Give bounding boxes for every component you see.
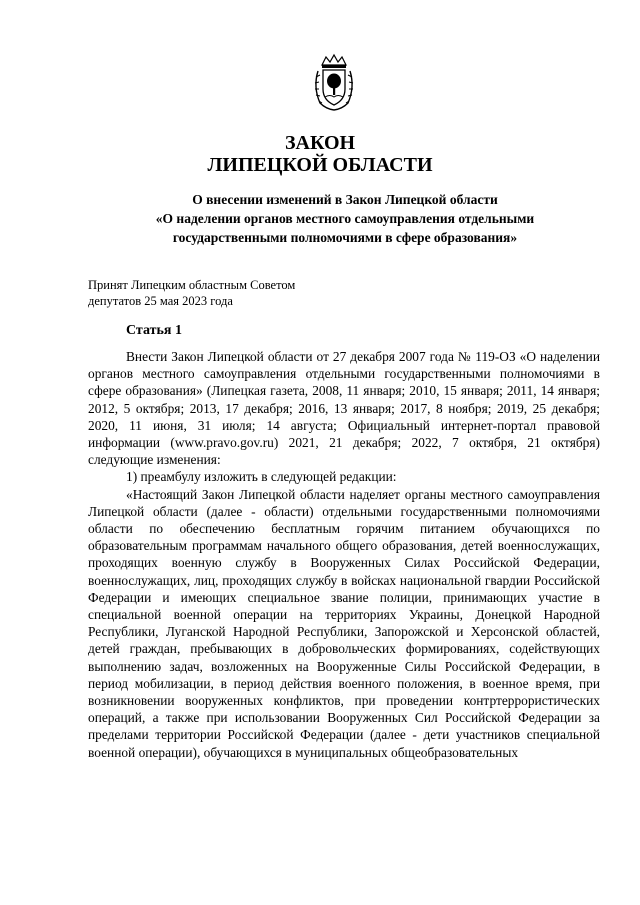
adoption-note-line: депутатов 25 мая 2023 года bbox=[88, 294, 233, 308]
subtitle-line: О внесении изменений в Закон Липецкой области bbox=[192, 192, 498, 207]
article-heading: Статья 1 bbox=[126, 323, 182, 338]
document-subtitle bbox=[80, 190, 610, 247]
coat-of-arms-icon bbox=[312, 53, 356, 111]
subtitle-line: «О наделении органов местного самоуправления отдельными bbox=[155, 211, 535, 226]
paragraph: 1) преамбулу изложить в следующей редакции: bbox=[126, 469, 397, 485]
paragraph: Внести Закон Липецкой области от 27 декабря 2007 года № 119-ОЗ «О наделении органов местного самоуправления отдельными государственными полномочиями в сфере образования» (Липецкая газета, 2008, 11 января; 2010, 15 января; 2011, 14 января; 2012, 5 октября; 2013, 17 декабря; 2016, 13 января; 2017, 8 ноября; 2019, 25 декабря; 2020, 11 июня, 31 июля; 14 августа; Официальный интернет-портал правовой информации (www.pravo.gov.ru) 2021, 21 декабря; 2022, 7 октября, 21 октября) следующие изменения: bbox=[88, 349, 600, 468]
document-title-line1: ЗАКОН bbox=[284, 132, 356, 154]
adoption-note-line: Принят Липецким областным Советом bbox=[88, 278, 296, 292]
paragraph: «Настоящий Закон Липецкой области наделяет органы местного самоуправления Липецкой области (далее - области) отдельными государственными полномочиями области по обеспечению бесплатным горячим питанием обучающихся по образовательным программам начального общего образования, детей военнослужащих, проходящих военную службу в Вооруженных Силах Российской Федерации, военнослужащих, лиц, проходящих службу в войсках национальной гвардии Российской Федерации и имеющих специальное звание полиции, принимающих участие в специальной военной операции на территориях Украины, Донецкой Народной Республики, Луганской Народной Республики, Запорожской и Херсонской областей, детей граждан, пребывающих в добровольческих формированиях, содействующих выполнению задач, возложенных на Вооруженные Силы Российской Федерации, в период мобилизации, в период действия военного положения, в военное время, при возникновении вооруженных конфликтов, при проведении контртеррористических операций, а также при использовании Вооруженных Сил Российской Федерации за пределами территории Российской Федерации (далее - дети участников специальной военной операции), обучающихся в муниципальных общеобразовательных bbox=[88, 486, 600, 760]
document-title-line2: ЛИПЕЦКОЙ ОБЛАСТИ bbox=[207, 154, 433, 176]
subtitle-line: государственными полномочиями в сфере образования» bbox=[172, 230, 518, 245]
article-body bbox=[88, 348, 600, 761]
adoption-note bbox=[88, 277, 295, 309]
